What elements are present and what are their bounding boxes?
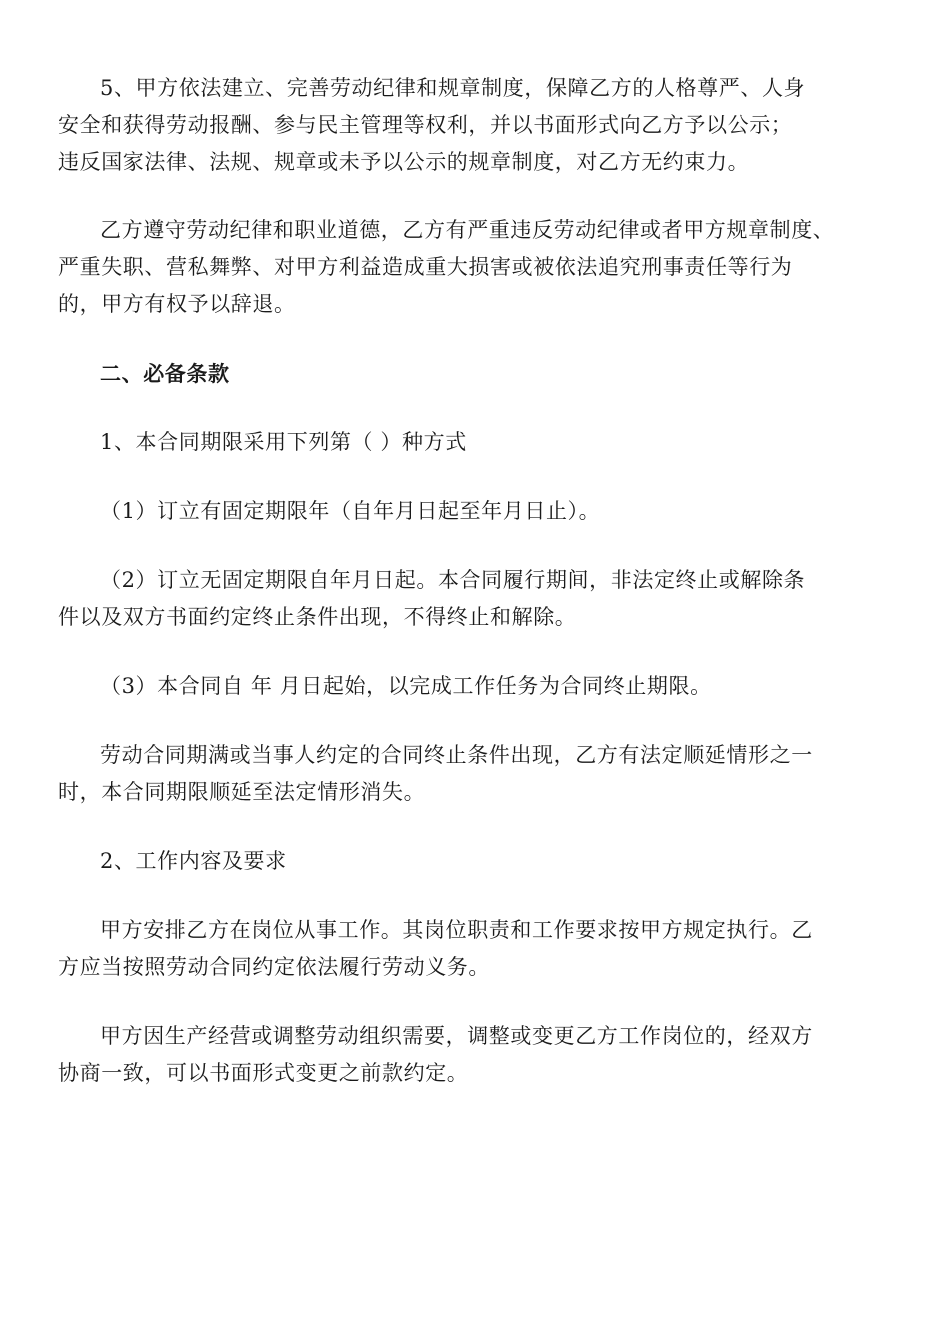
text-line: 安全和获得劳动报酬、参与民主管理等权利，并以书面形式向乙方予以公示； <box>58 113 793 137</box>
paragraph-discipline-rules <box>58 70 898 181</box>
document-page <box>58 70 898 1124</box>
clause-work-content <box>58 843 898 880</box>
text-line: 甲方安排乙方在岗位从事工作。其岗位职责和工作要求按甲方规定执行。乙 <box>100 918 813 942</box>
paragraph-job-assignment <box>58 912 898 986</box>
text-line: 严重失职、营私舞弊、对甲方利益造成重大损害或被依法追究刑事责任等行为 <box>58 255 793 279</box>
text-line: （1）订立有固定期限年（自年月日起至年月日止）。 <box>100 499 601 523</box>
text-line: 2、工作内容及要求 <box>100 849 287 873</box>
text-line: 5、甲方依法建立、完善劳动纪律和规章制度，保障乙方的人格尊严、人身 <box>100 76 806 100</box>
text-line: （3）本合同自 年 月日起始，以完成工作任务为合同终止期限。 <box>100 674 712 698</box>
text-line: 的，甲方有权予以辞退。 <box>58 292 296 316</box>
text-line: 违反国家法律、法规、规章或未予以公示的规章制度，对乙方无约束力。 <box>58 150 750 174</box>
text-line: 时，本合同期限顺延至法定情形消失。 <box>58 780 426 804</box>
text-line: 件以及双方书面约定终止条件出现，不得终止和解除。 <box>58 605 577 629</box>
text-line: 劳动合同期满或当事人约定的合同终止条件出现，乙方有法定顺延情形之一 <box>100 743 813 767</box>
heading-text: 二、必备条款 <box>100 361 230 386</box>
text-line: 方应当按照劳动合同约定依法履行劳动义务。 <box>58 955 490 979</box>
text-line: （2）订立无固定期限自年月日起。本合同履行期间，非法定终止或解除条 <box>100 568 806 592</box>
option-open-term <box>58 562 898 636</box>
text-line: 乙方遵守劳动纪律和职业道德，乙方有严重违反劳动纪律或者甲方规章制度、 <box>100 218 835 242</box>
text-line: 协商一致，可以书面形式变更之前款约定。 <box>58 1061 469 1085</box>
clause-term-method <box>58 424 898 461</box>
paragraph-term-extension <box>58 737 898 811</box>
paragraph-job-change <box>58 1018 898 1092</box>
option-fixed-term <box>58 493 898 530</box>
paragraph-dismissal <box>58 212 898 323</box>
text-line: 甲方因生产经营或调整劳动组织需要，调整或变更乙方工作岗位的，经双方 <box>100 1024 813 1048</box>
section-heading <box>58 355 898 392</box>
option-task-term <box>58 668 898 705</box>
text-line: 1、本合同期限采用下列第（ ）种方式 <box>100 430 467 454</box>
